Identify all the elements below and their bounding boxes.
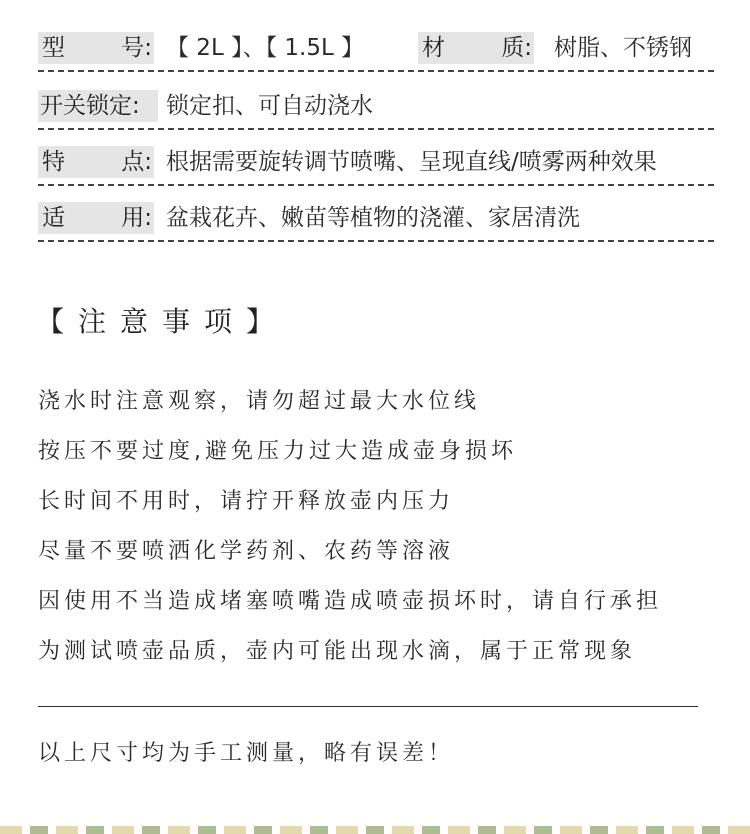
spec-row-features (38, 140, 714, 186)
material-label: 材 质: (418, 32, 534, 64)
notice-line: 按压不要过度,避免压力过大造成壶身损坏 (38, 439, 517, 464)
suitable-value: 盆栽花卉、嫩苗等植物的浇灌、家居清洗 (166, 205, 580, 231)
spec-row-switch-lock (38, 84, 714, 130)
spec-row-suitable (38, 196, 714, 242)
notice-list (38, 384, 662, 684)
bottom-image-edge (0, 826, 750, 834)
switch-lock-value: 锁定扣、可自动浇水 (166, 93, 373, 119)
notice-title: 【注意事项】 (36, 305, 289, 338)
measurement-disclaimer: 以上尺寸均为手工测量，略有误差！ (38, 741, 455, 766)
model-label: 型 号: (38, 32, 154, 64)
suitable-label: 适 用: (38, 202, 154, 234)
notice-line: 因使用不当造成堵塞喷嘴造成喷壶损坏时，请自行承担 (38, 589, 663, 614)
notice-line: 为测试喷壶品质，壶内可能出现水滴，属于正常现象 (38, 639, 637, 664)
notice-line: 长时间不用时，请拧开释放壶内压力 (38, 489, 455, 514)
divider (38, 706, 698, 707)
material-value: 树脂、不锈钢 (554, 35, 692, 61)
model-value: 【 2L 】、【 1.5L 】 (166, 35, 365, 61)
switch-lock-label: 开关锁定: (38, 90, 158, 122)
features-label: 特 点: (38, 146, 154, 178)
features-value: 根据需要旋转调节喷嘴、呈现直线/喷雾两种效果 (166, 149, 657, 175)
notice-line: 浇水时注意观察，请勿超过最大水位线 (38, 389, 481, 414)
notice-line: 尽量不要喷洒化学药剂、农药等溶液 (38, 539, 455, 564)
spec-row-model (38, 26, 714, 72)
